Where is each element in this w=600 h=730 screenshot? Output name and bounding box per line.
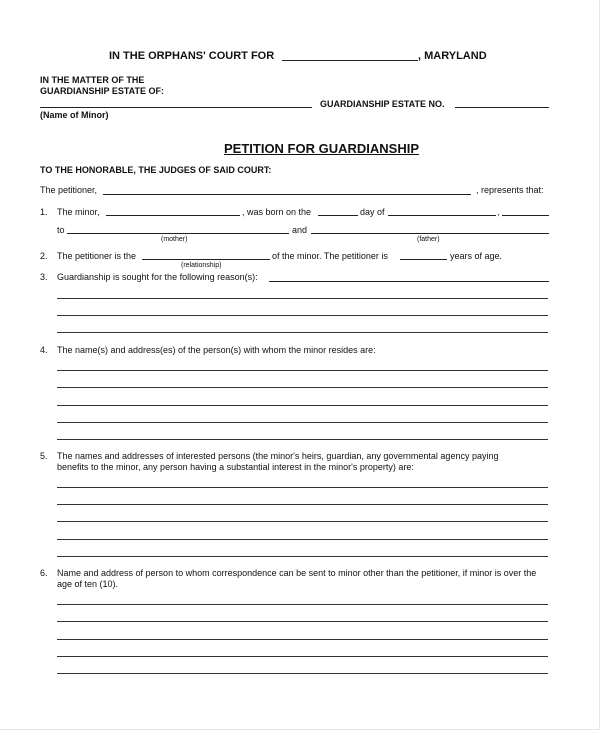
minor-name-field[interactable] [40,107,312,108]
matter-line1: IN THE MATTER OF THE [40,75,145,85]
answer-line[interactable] [57,539,548,540]
father-caption: (father) [417,236,440,243]
answer-line[interactable] [57,422,548,423]
petitioner-age-field[interactable] [400,259,447,260]
estate-no-label: GUARDIANSHIP ESTATE NO. [320,99,445,109]
father-name-field[interactable] [311,233,549,234]
item-2-of-minor: of the minor. The petitioner is [272,251,388,261]
birth-day-field[interactable] [318,215,358,216]
item-5-text: The names and addresses of interested persons (the minor's heirs, guardian, any governmental agency paying benefits to the minor, any person having a substantial interest in the minor's property) are: [57,451,499,472]
answer-line[interactable] [57,298,548,299]
page-title: PETITION FOR GUARDIANSHIP [224,141,420,156]
item-4-text: The name(s) and address(es) of the person(s) with whom the minor resides are: [57,345,376,355]
item-5-number: 5. [40,451,48,461]
court-prefix: IN THE ORPHANS' COURT FOR [109,50,275,62]
petitioner-name-field[interactable] [103,194,471,195]
minor-name-field-2[interactable] [106,215,240,216]
item-6-number: 6. [40,568,48,578]
item-1-minor: The minor, [57,207,100,217]
answer-line[interactable] [57,405,548,406]
item-2-number: 2. [40,251,48,261]
salutation: TO THE HONORABLE, THE JUDGES OF SAID COURT: [40,165,272,175]
intro-suffix: , represents that: [476,185,544,195]
mother-caption: (mother) [161,236,188,243]
answer-line[interactable] [57,521,548,522]
estate-no-field[interactable] [455,107,549,108]
item-1-comma: , [497,207,500,217]
court-suffix: , MARYLAND [418,50,487,62]
relationship-field[interactable] [142,259,270,260]
answer-line[interactable] [57,604,548,605]
answer-line[interactable] [57,387,548,388]
item-2-petitioner-is: The petitioner is the [57,251,137,261]
item-2-years: years of age. [450,251,503,261]
county-field[interactable] [282,60,418,61]
answer-line[interactable] [57,315,548,316]
item-6-text: Name and address of person to whom correspondence can be sent to minor other than the petitioner, if minor is over the age of ten (10). [57,568,537,589]
answer-line[interactable] [57,370,548,371]
answer-line[interactable] [57,439,548,440]
intro-prefix: The petitioner, [40,185,98,195]
item-1-number: 1. [40,207,48,217]
mother-name-field[interactable] [67,233,289,234]
item-1-born: , was born on the [242,207,312,217]
answer-line[interactable] [57,556,548,557]
item-1-to: to [57,225,65,235]
matter-line2: GUARDIANSHIP ESTATE OF: [40,86,165,96]
reason-field[interactable] [269,281,549,282]
birth-year-field[interactable] [502,215,549,216]
answer-line[interactable] [57,487,548,488]
item-4-number: 4. [40,345,48,355]
relationship-caption: (relationship) [181,262,222,269]
item-1-day-of: day of [360,207,385,217]
answer-line[interactable] [57,656,548,657]
name-of-minor-caption: (Name of Minor) [40,110,109,120]
item-3-number: 3. [40,272,48,282]
item-3-text: Guardianship is sought for the following reason(s): [57,272,258,282]
answer-line[interactable] [57,639,548,640]
answer-line[interactable] [57,621,548,622]
answer-line[interactable] [57,673,548,674]
answer-line[interactable] [57,332,548,333]
birth-month-field[interactable] [388,215,496,216]
item-1-and: and [292,225,308,235]
answer-line[interactable] [57,504,548,505]
